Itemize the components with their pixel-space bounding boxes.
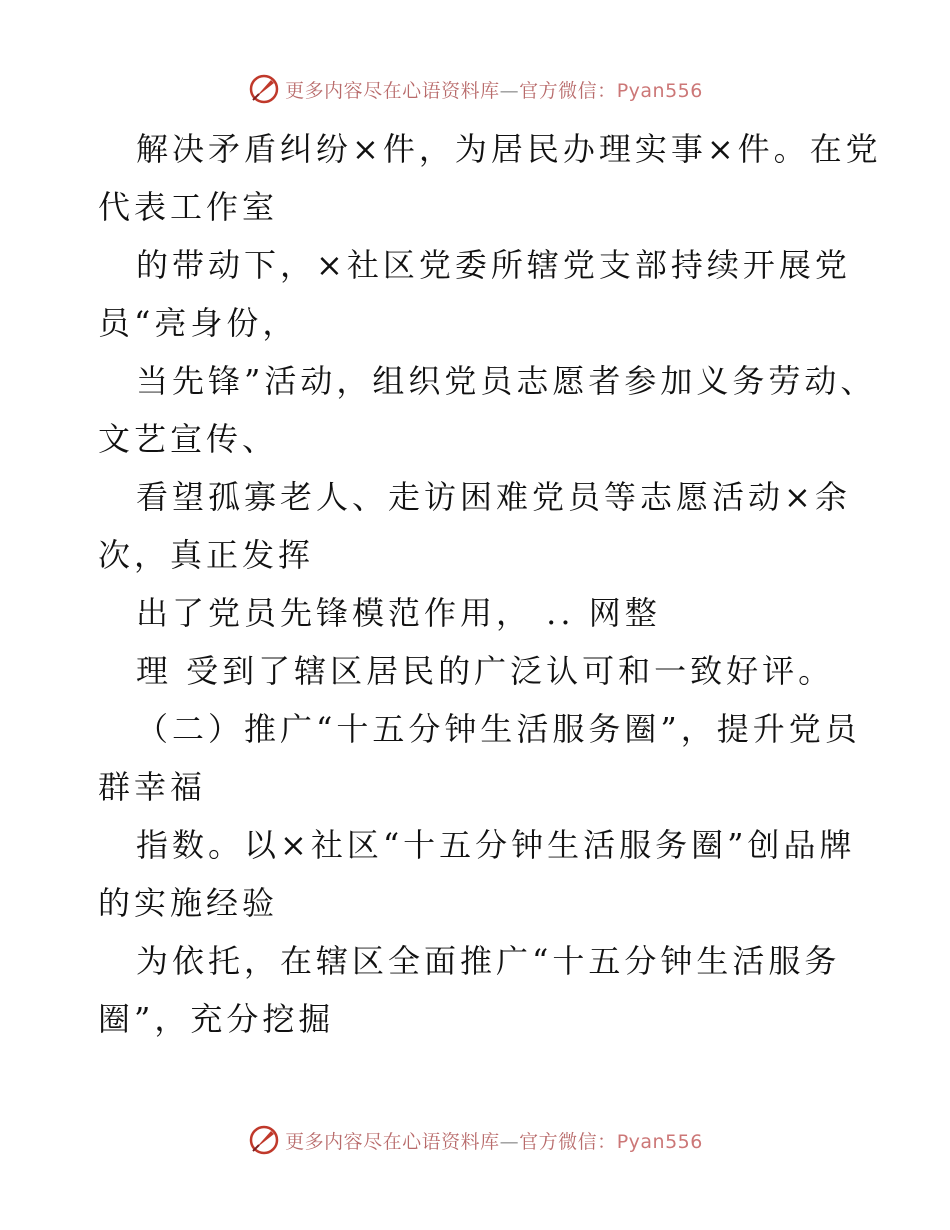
body-line: 解决矛盾纠纷×件，为居民办理实事×件。在党	[136, 130, 882, 168]
body-line: 理 受到了辖区居民的广泛认可和一致好评。	[136, 652, 835, 690]
body-line: 文艺宣传、	[98, 420, 279, 458]
body-line: 员“亮身份，	[98, 304, 299, 342]
header-banner	[0, 72, 950, 106]
body-line: 次，真正发挥	[98, 536, 315, 574]
body-line: 代表工作室	[98, 188, 279, 226]
feather-pen-logo-icon	[247, 1123, 281, 1157]
body-line: 群幸福	[98, 768, 207, 806]
body-line: 看望孤寡老人、走访困难党员等志愿活动×余	[136, 478, 851, 516]
body-line: 出了党员先锋模范作用， .. 网整	[136, 594, 661, 632]
body-line: 圈”，充分挖掘	[98, 1000, 335, 1038]
body-line: 的带动下，×社区党委所辖党支部持续开展党	[136, 246, 851, 284]
footer-banner	[0, 1123, 950, 1157]
body-line: 当先锋”活动，组织党员志愿者参加义务劳动、	[136, 362, 877, 400]
body-line: 指数。以×社区“十五分钟生活服务圈”创品牌	[136, 826, 856, 864]
section-heading-line: （二）推广“十五分钟生活服务圈”，提升党员	[136, 710, 861, 748]
body-line: 为依托，在辖区全面推广“十五分钟生活服务	[136, 942, 841, 980]
footer-banner-text: 更多内容尽在心语资料库—官方微信：Pyan556	[285, 1130, 703, 1153]
body-line: 的实施经验	[98, 884, 279, 922]
feather-pen-logo-icon	[247, 72, 281, 106]
document-body	[98, 120, 882, 1048]
header-banner-text: 更多内容尽在心语资料库—官方微信：Pyan556	[285, 79, 703, 102]
